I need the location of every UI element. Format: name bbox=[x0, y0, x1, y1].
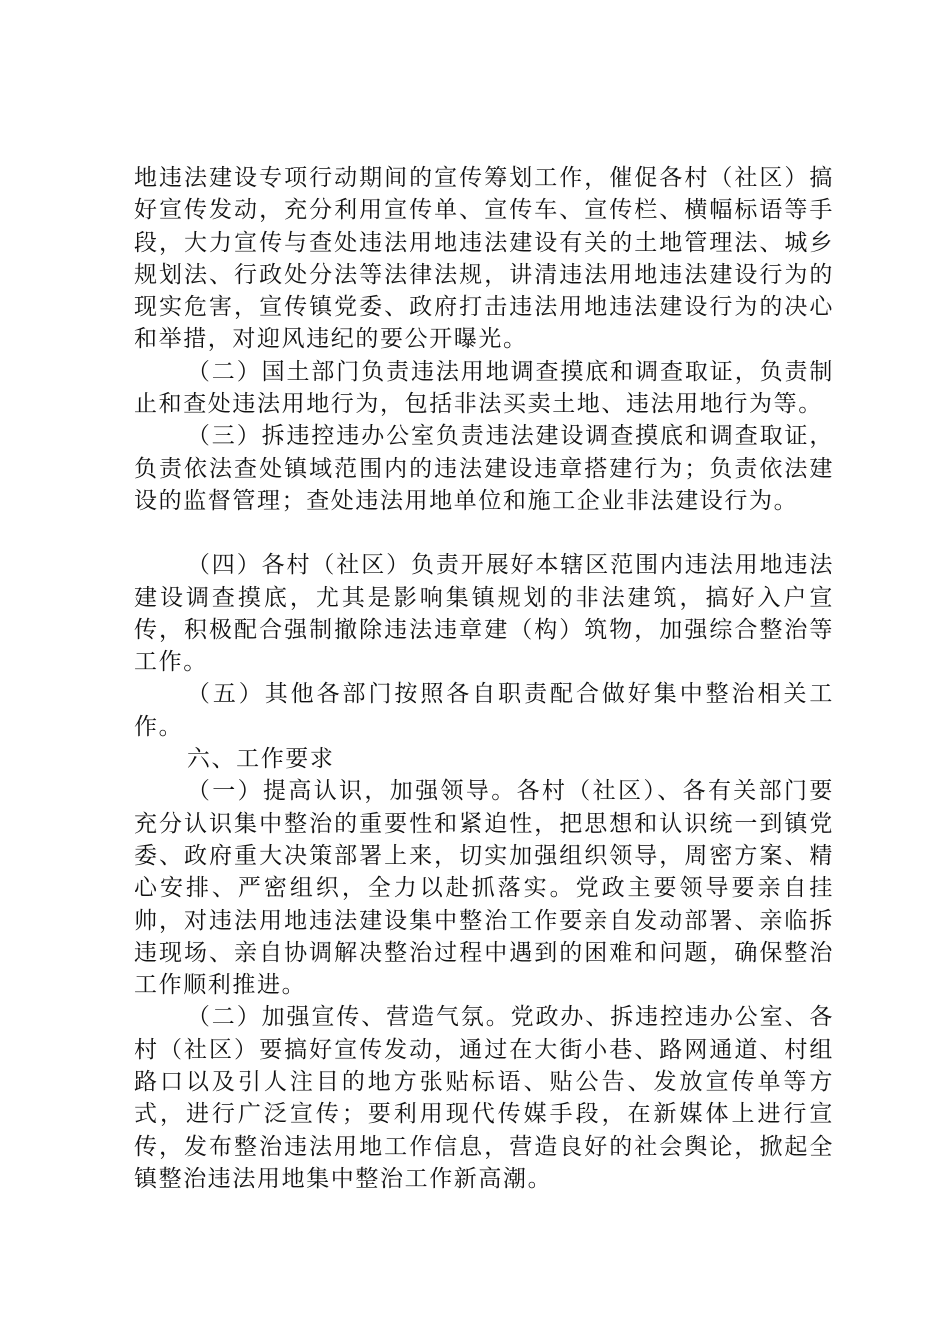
paragraph-item-5-other-departments: （五）其他各部门按照各自职责配合做好集中整治相关工作。 bbox=[134, 681, 834, 740]
paragraph-item-2-land-department: （二）国土部门负责违法用地调查摸底和调查取证，负责制止和查处违法用地行为，包括非法买卖土地、违法用地行为等。 bbox=[134, 358, 834, 418]
section-heading-work-requirements: 六、工作要求 bbox=[186, 746, 335, 773]
paragraph-publicity-continuation: 地违法建设专项行动期间的宣传筹划工作，催促各村（社区）搞好宣传发动，充分利用宣传单、宣传车、宣传栏、横幅标语等手段，大力宣传与查处违法用地违法建设有关的土地管理法、城乡规划法、行政处分法等法律法规，讲清违法用地违法建设行为的现实危害，宣传镇党委、政府打击违法用地违法建设行为的决心和举措，对迎风违纪的要公开曝光。 bbox=[134, 165, 834, 353]
paragraph-requirement-1-leadership: （一）提高认识，加强领导。各村（社区）、各有关部门要充分认识集中整治的重要性和紧迫性，把思想和认识统一到镇党委、政府重大决策部署上来，切实加强组织领导，周密方案、精心安排、严密组织，全力以赴抓落实。党政主要领导要亲自挂帅，对违法用地违法建设集中整治工作要亲自发动部署、亲临拆违现场、亲自协调解决整治过程中遇到的困难和问题，确保整治工作顺利推进。 bbox=[134, 778, 834, 999]
paragraph-item-3-demolition-office: （三）拆违控违办公室负责违法建设调查摸底和调查取证，负责依法查处镇域范围内的违法建设违章搭建行为；负责依法建设的监督管理；查处违法用地单位和施工企业非法建设行为。 bbox=[134, 423, 834, 514]
paragraph-item-4-villages: （四）各村（社区）负责开展好本辖区范围内违法用地违法建设调查摸底，尤其是影响集镇规划的非法建筑，搞好入户宣传，积极配合强制撤除违法违章建（构）筑物，加强综合整治等工作。 bbox=[134, 552, 834, 676]
paragraph-requirement-2-publicity: （二）加强宣传、营造气氛。党政办、拆违控违办公室、各村（社区）要搞好宣传发动，通过在大街小巷、路网通道、村组路口以及引人注目的地方张贴标语、贴公告、发放宣传单等方式，进行广泛宣传；要利用现代传媒手段，在新媒体上进行宣传，发布整治违法用地工作信息，营造良好的社会舆论，掀起全镇整治违法用地集中整治工作新高潮。 bbox=[134, 1004, 834, 1192]
document-body bbox=[134, 162, 834, 1195]
